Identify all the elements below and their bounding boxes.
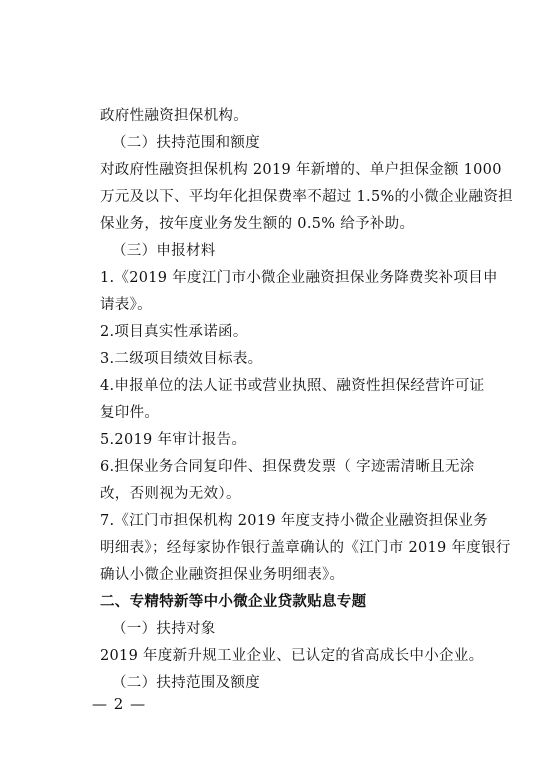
section-heading: （二）扶持范围和额度 (112, 135, 260, 151)
section-heading: （三）申报材料 (112, 243, 216, 259)
section-heading: （一）扶持对象 (112, 621, 216, 637)
section-heading: （二）扶持范围及额度 (112, 675, 260, 691)
list-item: 改，否则视为无效）。 (100, 486, 241, 502)
list-item: 7.《江门市担保机构 2019 年度支持小微企业融资担保业务 (100, 513, 488, 529)
list-item: 3.二级项目绩效目标表。 (100, 351, 263, 367)
body-text: 政府性融资担保机构。 (100, 108, 248, 124)
body-text: 2019 年度新升规工业企业、已认定的省高成长中小企业。 (100, 648, 484, 664)
list-item: 复印件。 (100, 405, 160, 421)
list-item: 2.项目真实性承诺函。 (100, 324, 248, 340)
chapter-heading: 二、专精特新等中小微企业贷款贴息专题 (100, 594, 367, 610)
list-item: 1.《2019 年度江门市小微企业融资担保业务降费奖补项目申 (100, 270, 498, 286)
body-text: 万元及以下、平均年化担保费率不超过 1.5%的小微企业融资担 (100, 189, 513, 205)
list-item: 5.2019 年审计报告。 (100, 432, 247, 448)
body-text: 保业务，按年度业务发生额的 0.5% 给予补助。 (100, 216, 415, 232)
list-item: 4.申报单位的法人证书或营业执照、融资性担保经营许可证 (100, 378, 485, 394)
body-text: 对政府性融资担保机构 2019 年新增的、单户担保金额 1000 (100, 162, 502, 178)
list-item: 请表》。 (100, 297, 152, 313)
list-item: 6.担保业务合同复印件、担保费发票（ 字迹需清晰且无涂 (100, 459, 475, 475)
page-number: — 2 — (92, 695, 147, 713)
list-item: 确认小微企业融资担保业务明细表》。 (100, 567, 345, 583)
list-item: 明细表》；经每家协作银行盖章确认的《江门市 2019 年度银行 (100, 540, 511, 556)
